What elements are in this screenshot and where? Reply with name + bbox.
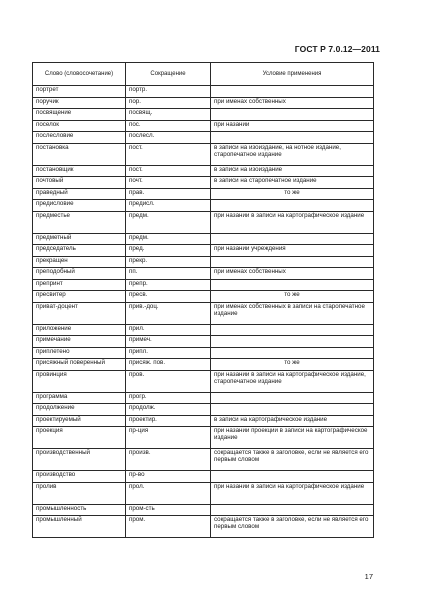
cell-condition: то же <box>211 359 374 371</box>
cell-abbreviation: примеч. <box>126 336 211 348</box>
cell-condition: в записи на картографическое издание <box>211 415 374 427</box>
cell-abbreviation: пр-во <box>126 471 211 483</box>
cell-abbreviation: присяж. пов. <box>126 359 211 371</box>
cell-abbreviation: пп. <box>126 268 211 280</box>
cell-condition: в записи на старопечатное издание <box>211 177 374 189</box>
table-row <box>33 177 374 189</box>
cell-word: предместье <box>33 211 126 233</box>
cell-abbreviation: прогр. <box>126 392 211 404</box>
table-row <box>33 211 374 233</box>
cell-condition <box>211 256 374 268</box>
cell-condition: при назании в записи на картографическое издание <box>211 482 374 504</box>
table-row <box>33 302 374 324</box>
cell-abbreviation: посвящ. <box>126 109 211 121</box>
cell-word: предметный <box>33 233 126 245</box>
cell-word: пролив <box>33 482 126 504</box>
table-header-row <box>33 63 374 86</box>
page-number: 17 <box>364 572 373 581</box>
cell-word: промышленность <box>33 504 126 516</box>
table-row <box>33 415 374 427</box>
cell-condition <box>211 404 374 416</box>
cell-word: приложение <box>33 324 126 336</box>
table-row <box>33 504 374 516</box>
table-row <box>33 392 374 404</box>
table-row <box>33 324 374 336</box>
cell-condition: то же <box>211 291 374 303</box>
cell-word: производственный <box>33 449 126 471</box>
cell-word: предисловие <box>33 200 126 212</box>
cell-abbreviation: предм. <box>126 211 211 233</box>
cell-word: приплетено <box>33 347 126 359</box>
cell-condition <box>211 279 374 291</box>
table-row <box>33 233 374 245</box>
cell-word: провинция <box>33 370 126 392</box>
table-row <box>33 143 374 165</box>
table-row <box>33 86 374 98</box>
cell-abbreviation: пров. <box>126 370 211 392</box>
table-row <box>33 245 374 257</box>
cell-condition: сокращается также в заголовке, если не является его первым словом <box>211 516 374 538</box>
table-row <box>33 359 374 371</box>
cell-condition <box>211 233 374 245</box>
table-row <box>33 370 374 392</box>
cell-word: промышленный <box>33 516 126 538</box>
cell-condition <box>211 324 374 336</box>
cell-abbreviation: пост. <box>126 143 211 165</box>
cell-abbreviation: прол. <box>126 482 211 504</box>
cell-condition: при назании <box>211 120 374 132</box>
cell-abbreviation: послесл. <box>126 132 211 144</box>
table-row <box>33 268 374 280</box>
table-row <box>33 188 374 200</box>
cell-abbreviation: пос. <box>126 120 211 132</box>
cell-word: программа <box>33 392 126 404</box>
abbreviation-table <box>32 62 374 538</box>
table-row <box>33 291 374 303</box>
table-row <box>33 449 374 471</box>
cell-condition <box>211 200 374 212</box>
table-row <box>33 165 374 177</box>
cell-abbreviation: прекр. <box>126 256 211 268</box>
cell-word: присяжный поверенный <box>33 359 126 371</box>
cell-condition <box>211 471 374 483</box>
column-header-condition: Условие применения <box>211 63 374 86</box>
cell-word: портрет <box>33 86 126 98</box>
table-row <box>33 516 374 538</box>
cell-condition: при именах собственных в записи на старопечатное издание <box>211 302 374 324</box>
cell-abbreviation: портр. <box>126 86 211 98</box>
cell-abbreviation: предисл. <box>126 200 211 212</box>
cell-condition <box>211 336 374 348</box>
cell-abbreviation: пром. <box>126 516 211 538</box>
cell-abbreviation: прив.-доц. <box>126 302 211 324</box>
cell-abbreviation: пр-ция <box>126 427 211 449</box>
cell-condition <box>211 392 374 404</box>
cell-abbreviation: предм. <box>126 233 211 245</box>
cell-abbreviation: пред. <box>126 245 211 257</box>
cell-condition: сокращается также в заголовке, если не является его первым словом <box>211 449 374 471</box>
column-header-abbreviation: Сокращение <box>126 63 211 86</box>
cell-word: преподобный <box>33 268 126 280</box>
cell-condition: при именах собственных <box>211 268 374 280</box>
cell-word: послесловие <box>33 132 126 144</box>
cell-abbreviation: проектир. <box>126 415 211 427</box>
table-body <box>33 86 374 538</box>
cell-abbreviation: препр. <box>126 279 211 291</box>
cell-word: председатель <box>33 245 126 257</box>
cell-word: пресвитер <box>33 291 126 303</box>
cell-condition <box>211 504 374 516</box>
cell-word: примечание <box>33 336 126 348</box>
cell-condition <box>211 132 374 144</box>
cell-condition: при именах собственных <box>211 97 374 109</box>
table-row <box>33 256 374 268</box>
cell-abbreviation: прил. <box>126 324 211 336</box>
cell-word: посвящение <box>33 109 126 121</box>
table-row <box>33 482 374 504</box>
cell-abbreviation: продолж. <box>126 404 211 416</box>
cell-condition: в записи на изоиздание <box>211 165 374 177</box>
cell-word: постановщик <box>33 165 126 177</box>
table-row <box>33 279 374 291</box>
table-row <box>33 132 374 144</box>
table-row <box>33 336 374 348</box>
table-row <box>33 427 374 449</box>
cell-word: поручик <box>33 97 126 109</box>
table-row <box>33 347 374 359</box>
column-header-word: Слово (словосочетание) <box>33 63 126 86</box>
cell-abbreviation: почт. <box>126 177 211 189</box>
cell-abbreviation: прав. <box>126 188 211 200</box>
cell-word: прекращен <box>33 256 126 268</box>
cell-word: продолжение <box>33 404 126 416</box>
cell-condition: в записи на изоиздание, на нотное издание, старопечатное издание <box>211 143 374 165</box>
cell-condition <box>211 109 374 121</box>
cell-word: постановка <box>33 143 126 165</box>
cell-abbreviation: пром-сть <box>126 504 211 516</box>
cell-abbreviation: пост. <box>126 165 211 177</box>
table-row <box>33 404 374 416</box>
cell-condition: то же <box>211 188 374 200</box>
table-row <box>33 200 374 212</box>
cell-word: проектируемый <box>33 415 126 427</box>
cell-word: производство <box>33 471 126 483</box>
table-row <box>33 109 374 121</box>
cell-abbreviation: пор. <box>126 97 211 109</box>
cell-word: поселок <box>33 120 126 132</box>
cell-condition: при назании проекции в записи на картографическое издание <box>211 427 374 449</box>
cell-condition: при назании в записи на картографическое издание, старопечатное издание <box>211 370 374 392</box>
cell-condition <box>211 347 374 359</box>
cell-word: приват-доцент <box>33 302 126 324</box>
table-row <box>33 97 374 109</box>
cell-abbreviation: пресв. <box>126 291 211 303</box>
cell-abbreviation: припл. <box>126 347 211 359</box>
standard-header: ГОСТ Р 7.0.12—2011 <box>294 44 380 54</box>
cell-word: праведный <box>33 188 126 200</box>
cell-word: почтовый <box>33 177 126 189</box>
cell-condition: при назании учреждения <box>211 245 374 257</box>
cell-condition <box>211 86 374 98</box>
cell-word: препринт <box>33 279 126 291</box>
cell-word: проекция <box>33 427 126 449</box>
table-row <box>33 471 374 483</box>
cell-condition: при назании в записи на картографическое издание <box>211 211 374 233</box>
table-row <box>33 120 374 132</box>
cell-abbreviation: произв. <box>126 449 211 471</box>
